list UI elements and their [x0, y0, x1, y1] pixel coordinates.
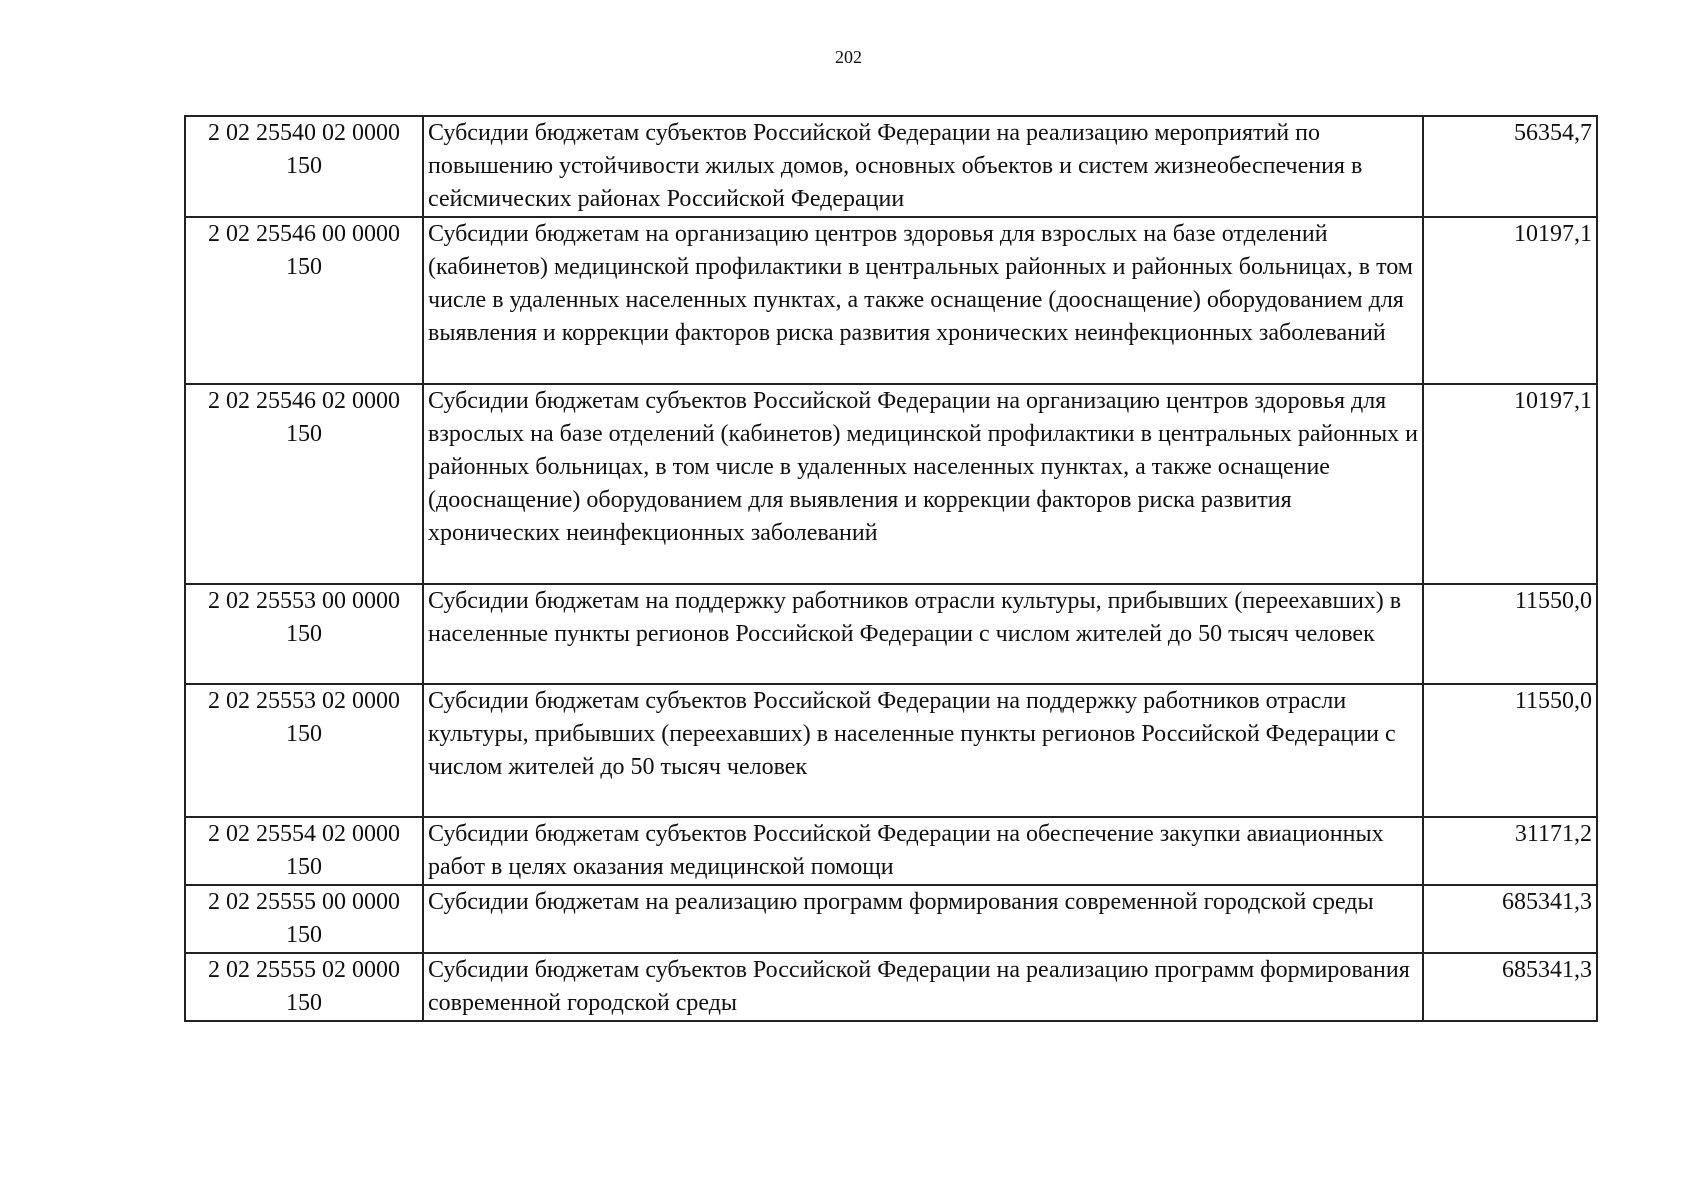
budget-code: 2 02 25553 00 0000: [208, 588, 400, 614]
budget-code-suffix: 150: [286, 721, 322, 747]
description-cell: Субсидии бюджетам на организацию центров здоровья для взрослых на базе отделений (кабинетов) медицинской профилактики в центральных районных и районных больницах, в том числе в удаленных населенных пунктах, а также оснащение (дооснащение) оборудованием для выявления и коррекции факторов риска развития хронических неинфекционных заболеваний: [423, 217, 1423, 384]
budget-code-suffix: 150: [286, 990, 322, 1016]
description-cell: Субсидии бюджетам на поддержку работников отрасли культуры, прибывших (переехавших) в населенные пункты регионов Российской Федерации с числом жителей до 50 тысяч человек: [423, 584, 1423, 684]
amount-cell: 56354,7: [1423, 116, 1597, 217]
table-row: [185, 116, 1597, 217]
table-row: [185, 885, 1597, 953]
budget-code: 2 02 25546 02 0000: [208, 388, 400, 414]
budget-code: 2 02 25540 02 0000: [208, 120, 400, 146]
budget-code-suffix: 150: [286, 153, 322, 179]
description-cell: Субсидии бюджетам субъектов Российской Федерации на реализацию программ формирования современной городской среды: [423, 953, 1423, 1021]
budget-code-suffix: 150: [286, 254, 322, 280]
budget-code-suffix: 150: [286, 922, 322, 948]
budget-code-cell: [185, 217, 423, 384]
page-number: 202: [835, 47, 862, 67]
budget-code: 2 02 25555 00 0000: [208, 889, 400, 915]
amount-cell: 11550,0: [1423, 684, 1597, 817]
description-cell: Субсидии бюджетам на реализацию программ формирования современной городской среды: [423, 885, 1423, 953]
budget-code-cell: [185, 684, 423, 817]
amount-cell: 11550,0: [1423, 584, 1597, 684]
table-row: [185, 384, 1597, 584]
table-row: [185, 217, 1597, 384]
budget-code-cell: [185, 885, 423, 953]
amount-cell: 685341,3: [1423, 885, 1597, 953]
budget-code-suffix: 150: [286, 421, 322, 447]
budget-code: 2 02 25554 02 0000: [208, 821, 400, 847]
table-row: [185, 953, 1597, 1021]
budget-code-cell: [185, 817, 423, 885]
description-cell: Субсидии бюджетам субъектов Российской Федерации на организацию центров здоровья для взрослых на базе отделений (кабинетов) медицинской профилактики в центральных районных и районных больницах, в том числе в удаленных населенных пунктах, а также оснащение (дооснащение) оборудованием для выявления и коррекции факторов риска развития хронических неинфекционных заболеваний: [423, 384, 1423, 584]
amount-cell: 10197,1: [1423, 217, 1597, 384]
budget-code-cell: [185, 116, 423, 217]
table-row: [185, 684, 1597, 817]
budget-code-suffix: 150: [286, 621, 322, 647]
description-cell: Субсидии бюджетам субъектов Российской Федерации на поддержку работников отрасли культуры, прибывших (переехавших) в населенные пункты регионов Российской Федерации с числом жителей до 50 тысяч человек: [423, 684, 1423, 817]
description-cell: Субсидии бюджетам субъектов Российской Федерации на реализацию мероприятий по повышению устойчивости жилых домов, основных объектов и систем жизнеобеспечения в сейсмических районах Российской Федерации: [423, 116, 1423, 217]
amount-cell: 31171,2: [1423, 817, 1597, 885]
table-row: [185, 584, 1597, 684]
budget-code: 2 02 25553 02 0000: [208, 688, 400, 714]
budget-table: [184, 115, 1598, 1022]
budget-code-cell: [185, 584, 423, 684]
budget-code: 2 02 25555 02 0000: [208, 957, 400, 983]
budget-code-cell: [185, 384, 423, 584]
table-row: [185, 817, 1597, 885]
amount-cell: 10197,1: [1423, 384, 1597, 584]
budget-code-cell: [185, 953, 423, 1021]
budget-code-suffix: 150: [286, 854, 322, 880]
description-cell: Субсидии бюджетам субъектов Российской Федерации на обеспечение закупки авиационных работ в целях оказания медицинской помощи: [423, 817, 1423, 885]
budget-code: 2 02 25546 00 0000: [208, 221, 400, 247]
amount-cell: 685341,3: [1423, 953, 1597, 1021]
